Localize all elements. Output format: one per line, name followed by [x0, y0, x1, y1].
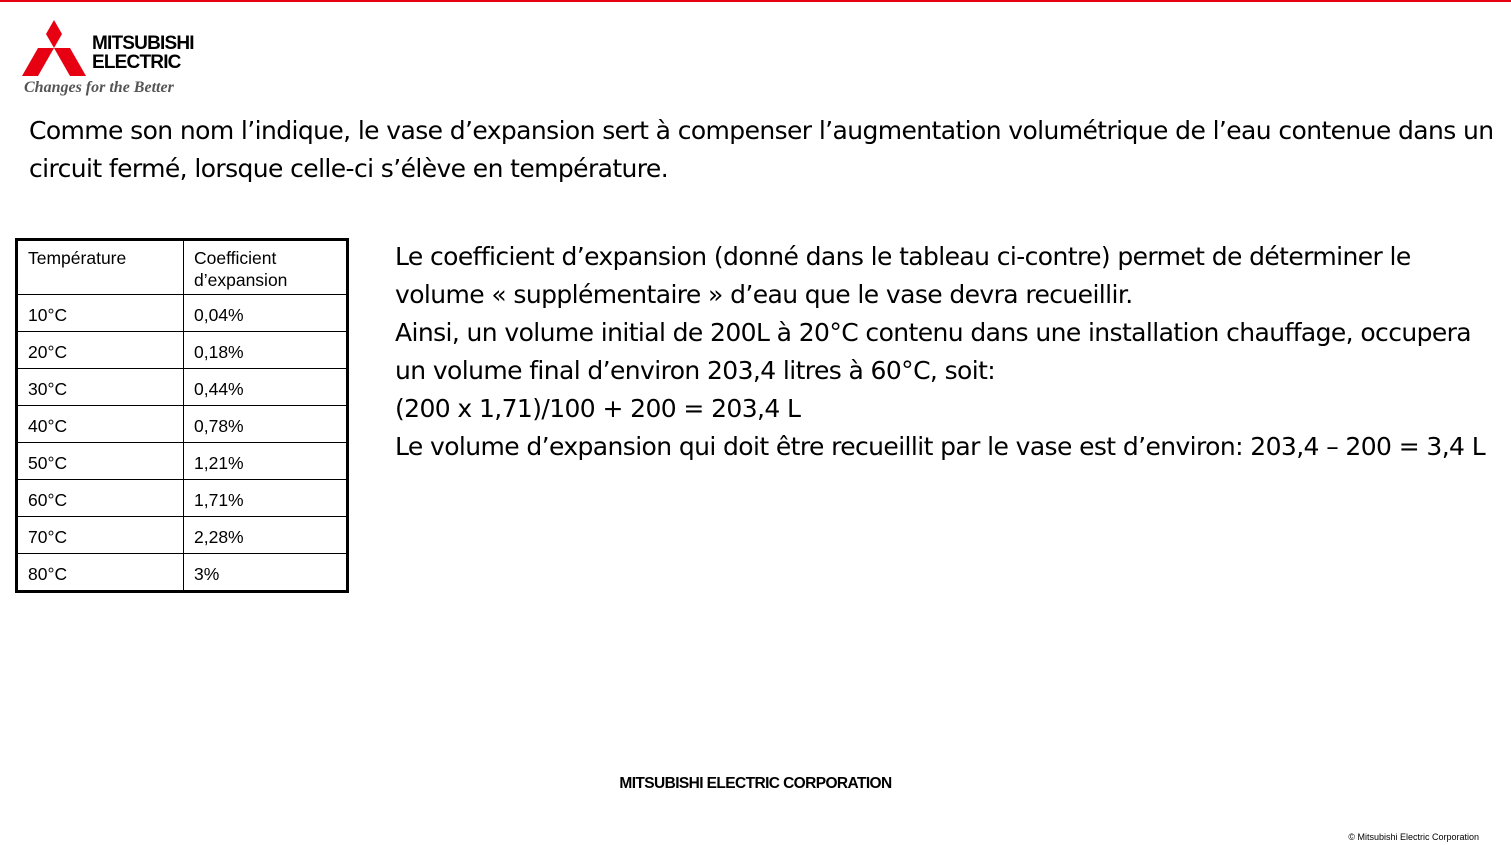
- coefficient-cell: 1,21%: [184, 443, 348, 480]
- logo-tagline: Changes for the Better: [24, 79, 174, 96]
- intro-paragraph: Comme son nom l’indique, le vase d’expansion sert à compenser l’augmentation volumétrique de l’eau contenue dans un circuit fermé, lorsque celle-ci s’élève en température.: [29, 116, 1494, 183]
- table-row: [17, 295, 348, 332]
- temperature-cell: 50°C: [17, 443, 184, 480]
- temperature-cell: 20°C: [17, 332, 184, 369]
- logo-wordmark: [92, 34, 194, 72]
- logo-word-line2: ELECTRIC: [92, 52, 181, 73]
- table-row: [17, 517, 348, 554]
- expansion-coefficient-table-wrap: [15, 238, 349, 593]
- table-row: [17, 443, 348, 480]
- top-accent-rule: [0, 0, 1511, 2]
- coefficient-cell: 0,44%: [184, 369, 348, 406]
- header-coefficient: Coefficient d’expansion: [184, 240, 348, 295]
- temperature-cell: 70°C: [17, 517, 184, 554]
- table-row: [17, 406, 348, 443]
- footer-corporation: MITSUBISHI ELECTRIC CORPORATION: [619, 775, 892, 792]
- mitsubishi-logo: [22, 20, 222, 100]
- table-row: [17, 369, 348, 406]
- coefficient-cell: 3%: [184, 554, 348, 592]
- explanation-formula: (200 x 1,71)/100 + 200 = 203,4 L: [395, 394, 801, 423]
- coefficient-cell: 0,18%: [184, 332, 348, 369]
- temperature-cell: 40°C: [17, 406, 184, 443]
- coefficient-cell: 0,78%: [184, 406, 348, 443]
- logo-word-line1: MITSUBISHI: [92, 33, 194, 54]
- coefficient-cell: 2,28%: [184, 517, 348, 554]
- temperature-cell: 30°C: [17, 369, 184, 406]
- explanation-result: Le volume d’expansion qui doit être recueillit par le vase est d’environ: 203,4 – 200 = 3,4 L: [395, 432, 1486, 461]
- three-diamonds-icon: [22, 20, 86, 76]
- coefficient-cell: 0,04%: [184, 295, 348, 332]
- header-temperature: Température: [17, 240, 184, 295]
- explanation-text: [395, 238, 1495, 466]
- expansion-coefficient-table: [15, 238, 349, 593]
- footer-copyright: © Mitsubishi Electric Corporation: [1348, 832, 1479, 842]
- table-row: [17, 332, 348, 369]
- temperature-cell: 80°C: [17, 554, 184, 592]
- table-header-row: [17, 240, 348, 295]
- temperature-cell: 10°C: [17, 295, 184, 332]
- table-row: [17, 554, 348, 592]
- table-row: [17, 480, 348, 517]
- temperature-cell: 60°C: [17, 480, 184, 517]
- explanation-line-1: Le coefficient d’expansion (donné dans le tableau ci-contre) permet de déterminer le volume « supplémentaire » d’eau que le vase devra recueillir.: [395, 242, 1411, 309]
- coefficient-cell: 1,71%: [184, 480, 348, 517]
- explanation-line-2: Ainsi, un volume initial de 200L à 20°C contenu dans une installation chauffage, occupera un volume final d’environ 203,4 litres à 60°C, soit:: [395, 318, 1472, 385]
